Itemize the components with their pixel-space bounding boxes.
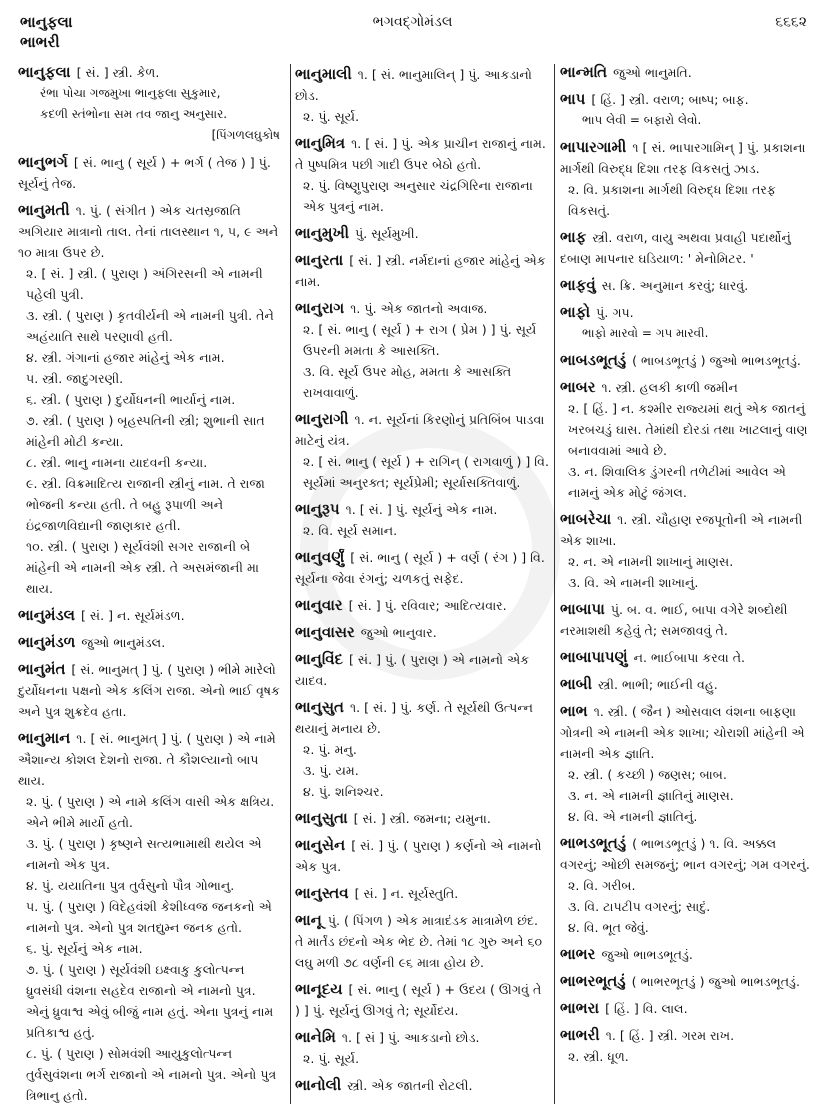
definition: જુઓ ભાનુમંડલ. <box>81 635 166 650</box>
entry-first-line <box>295 649 550 691</box>
dictionary-entry <box>560 701 812 827</box>
entry-first-line <box>295 595 550 616</box>
dictionary-entry <box>560 302 812 344</box>
sense-definition: ૨. પું. સૂર્ય. <box>303 109 360 124</box>
headword: ભાનુરતા <box>295 251 344 269</box>
dictionary-entry <box>295 979 550 1021</box>
entry-first-line <box>560 509 812 551</box>
dictionary-entry <box>18 632 280 653</box>
sense-definition: ૫. સ્ત્રી. જાદુગરણી. <box>26 371 124 386</box>
entry-first-line <box>295 883 550 904</box>
headword: ભાનુવાસર <box>295 623 355 641</box>
headword: ભાબડભૂતડું <box>560 351 627 369</box>
entry-first-line <box>560 302 812 323</box>
definition: ૧. [ સં. ભાનુમત્ ] પું. ( પુરાણ ) એ નામે ઐશાન્ય કોશલ દેશનો રાજા. તે કૌશલ્યાનો બાપ થાય. <box>18 731 276 788</box>
headword: ભાભડભૂતડું <box>560 834 627 852</box>
sense-definition: ૯. સ્ત્રી. વિક્રમાદિત્ય રાજાની સ્ત્રીનું નામ. તે રાજા ભોજની કન્યા હતી. તે બહુ રૂપાળી અને ઇંદ્રજાળવિદ્યાની જાણકાર હતી. <box>26 476 265 533</box>
headword: ભાપ <box>560 90 586 108</box>
definition: ન. ભાઈબાપા કરવા તે. <box>633 650 746 665</box>
column-3 <box>560 62 812 1073</box>
dictionary-entry <box>560 227 812 269</box>
headword: ભાનૂ <box>295 911 322 929</box>
dictionary-entry <box>560 674 812 695</box>
definition: [ સં. ભાનુ ( સૂર્ય ) + ભર્ગ ( તેજ ) ] પું. સૂર્યનું તેજ. <box>18 155 271 191</box>
entry-first-line <box>18 200 280 263</box>
dictionary-entry <box>560 377 812 503</box>
headword: ભાબરેચા <box>560 510 612 528</box>
dictionary-entry <box>295 622 550 643</box>
headword: ભાભર <box>560 945 596 963</box>
sense-definition: ૨. પું. મનુ. <box>303 742 357 757</box>
dictionary-entry <box>295 499 550 541</box>
definition: પું. ગપ. <box>596 305 634 320</box>
entry-first-line <box>295 250 550 292</box>
headword: ભાનેમિ <box>295 1028 336 1046</box>
entry-first-line <box>295 298 550 319</box>
dictionary-entry <box>295 595 550 616</box>
headword: ભાનુરૂપ <box>295 500 340 518</box>
sense-definition: ૮. સ્ત્રી. ભાનુ નામના યાદવની કન્યા. <box>26 455 208 470</box>
sense-definition: ૩. ન. એ નામની જ્ઞાતિનું માણસ. <box>568 788 734 803</box>
dictionary-entry <box>295 910 550 973</box>
sense-definition: ૨. [ હિં. ] ન. કશ્મીર રાજ્યમાં થતું એક જાતનું ખરબચડું ઘાસ. તેમાંથી દોરડાં તથા ખાટલાનું વાણ બનાવવામાં આવે છે. <box>568 401 808 458</box>
entry-first-line <box>560 647 812 668</box>
entry-first-line <box>18 62 280 83</box>
headword: ભાભરભૂતડું <box>560 972 626 990</box>
definition: સ. ક્રિ. અનુમાન કરવું; ધારવું. <box>601 278 749 293</box>
dictionary-entry <box>18 200 280 599</box>
sense-definition: ૩. વિ. એ નામની શાખાનું. <box>568 575 699 590</box>
entry-first-line <box>18 659 280 722</box>
definition: [ સં. ભાનુ ( સૂર્ય ) + વર્ણ ( રંગ ) ] વિ. સૂર્યના જેવા રંગનું; ચળકતું સફેદ. <box>295 550 545 586</box>
sense-definition: ૨. [ સં. ભાનુ ( સૂર્ય ) + રાગિન્ ( રાગવાળું ) ] વિ. સૂર્યમાં અનુરક્ત; સૂર્યપ્રેમી; સૂર્યાસક્તિવાળું. <box>303 454 549 490</box>
dictionary-entry <box>18 62 280 146</box>
definition: [ હિં. ] સ્ત્રી. વરાળ; બાષ્પ; બાફ. <box>591 92 749 107</box>
definition: પું. સૂર્યમુખી. <box>355 226 419 241</box>
definition: [ સં. ] સ્ત્રી. કેળ. <box>76 65 160 80</box>
entry-first-line <box>18 728 280 791</box>
entry-first-line <box>560 674 812 695</box>
dictionary-entry <box>295 133 550 217</box>
headword: ભાબાપા <box>560 600 605 618</box>
sense-definition: ૪. પું. શનિશ્ચર. <box>303 784 384 799</box>
quotation-line: ભાપ લેવી = બફારો લેવો. <box>582 113 702 127</box>
entry-first-line <box>295 979 550 1021</box>
headword: ભાનુમંડળ <box>18 633 76 651</box>
definition: ( ભાભડભૂતડું ) ૧. વિ. અક્કલ વગરનું; ઓછી સમજનું; ભાન વગરનું; ગમ વગરનું. <box>560 836 810 872</box>
entry-first-line <box>295 835 550 877</box>
dictionary-entry <box>560 833 812 938</box>
definition: [ હિં. ] વિ. લાલ. <box>605 1001 688 1016</box>
headword: ભાનુમંત <box>18 660 66 678</box>
entry-first-line <box>560 701 812 764</box>
dictionary-entry <box>295 649 550 691</box>
entry-first-line <box>295 547 550 589</box>
dictionary-entry <box>295 64 550 127</box>
dictionary-entry <box>295 1027 550 1069</box>
sense-definition: ૨. વિ. પ્રકાશના માર્ગથી વિરુદ્ધ દિશા તરફ વિકસતું. <box>568 182 776 218</box>
sense-definition: ૨. પું. ( પુરાણ ) એ નામે કલિંગ વાસી એક ક્ષત્રિય. એને ભીમે માર્યો હતો. <box>26 794 275 830</box>
dictionary-entry <box>295 1075 550 1096</box>
entry-first-line <box>18 605 280 626</box>
entry-first-line <box>560 833 812 875</box>
entry-first-line <box>295 1075 550 1096</box>
headword: ભાનુમંડલ <box>18 606 76 624</box>
dictionary-entry <box>295 547 550 589</box>
guide-word-first: ભાનુફલા <box>20 13 73 31</box>
dictionary-entry <box>295 808 550 829</box>
definition: સ્ત્રી. એક જાતની રોટલી. <box>347 1078 473 1093</box>
headword: ભાનુમાલી <box>295 65 352 83</box>
dictionary-entry <box>560 647 812 668</box>
definition: જુઓ ભાભડભૂતડું. <box>601 947 693 962</box>
dictionary-entry <box>295 883 550 904</box>
definition: ૧. પું. ( સંગીત ) એક ચતસ્રજાતિ અગિયાર માત્રાનો તાલ. તેનાં તાલસ્થાન ૧, ૫, ૯ અને ૧૦ માત્રા ઉપર છે. <box>18 203 279 260</box>
definition: ૧. પું. એક જાતનો અવાજ. <box>350 301 488 316</box>
entry-first-line <box>560 1025 812 1046</box>
entry-first-line <box>560 599 812 641</box>
running-title: ભગવદ્ગોમંડલ <box>372 14 453 30</box>
dictionary-entry <box>560 137 812 221</box>
guide-word-last: ભાભરી <box>20 33 60 51</box>
entry-first-line <box>295 499 550 520</box>
dictionary-entry <box>560 1025 812 1067</box>
sense-definition: ૩. પું. યમ. <box>303 763 359 778</box>
dictionary-entry <box>18 728 280 1106</box>
entry-first-line <box>560 944 812 965</box>
sense-definition: ૨. પું. સૂર્ય. <box>303 1051 360 1066</box>
dictionary-entry <box>560 944 812 965</box>
entry-first-line <box>560 377 812 398</box>
entry-first-line <box>560 137 812 179</box>
sense-definition: ૩. વિ. સૂર્ય ઉપર મોહ, મમતા કે આસક્તિ રાખવાવાળું. <box>303 364 512 400</box>
entry-first-line <box>295 697 550 739</box>
dictionary-entry <box>560 275 812 296</box>
headword: ભાબર <box>560 378 596 396</box>
headword: ભાન્મતિ <box>560 63 608 81</box>
definition: ( ભાભરભૂતડું ) જુઓ ભાભડભૂતડું. <box>631 974 800 989</box>
entry-first-line <box>295 223 550 244</box>
sense-definition: ૩. સ્ત્રી. ( પુરાણ ) કૃતવીર્યની એ નામની પુત્રી. તેને અહંયાતિ સાથે પરણાવી હતી. <box>26 308 274 344</box>
definition: ૧. [ સં. ] પું. કર્ણ. તે સૂર્યથી ઉત્પન્ન થયાનું મનાય છે. <box>295 700 534 736</box>
dictionary-entry <box>18 659 280 722</box>
sense-definition: ૨. [ સં. ભાનુ ( સૂર્ય ) + રાગ ( પ્રેમ ) ] પું. સૂર્ય ઉપરની મમતા કે આસક્તિ. <box>303 322 537 358</box>
dictionary-entry <box>560 89 812 131</box>
quotation-line: ભાફો મારવો = ગપ મારવી. <box>582 326 709 340</box>
definition: [ સં. ] સ્ત્રી. જમના; યમુના. <box>353 811 491 826</box>
sense-definition: ૭. પું. ( પુરાણ ) સૂર્યવંશી ઇક્ષ્વાકુ કુલોત્પન્ન ધ્રુવસંધી વંશના સહદેવ રાજાનો એ નામનો પુત્ર. એનું ધ્રુવાશ્વ એવું બીજું નામ હતું. એના પુત્રનું નામ પ્રતિકાશ્વ હતું. <box>26 962 274 1040</box>
dictionary-entry <box>295 250 550 292</box>
sense-definition: ૬. પું. સૂર્યનું એક નામ. <box>26 941 143 956</box>
headword: ભાનુસુત <box>295 698 344 716</box>
definition: ૧. ન. સૂર્યનાં કિરણોનું પ્રતિબિંબ પાડવા માટેનું યંત્ર. <box>295 412 545 448</box>
definition: ૧. [ સં. ] પું. એક પ્રાચીન રાજાનું નામ. તે પુષ્પમિત્ર પછી ગાદી ઉપર બેઠો હતો. <box>295 136 546 172</box>
sense-definition: ૭. સ્ત્રી. ( પુરાણ ) બૃહસ્પતિની સ્ત્રી; શુભાની સાત માંહેની મોટી કન્યા. <box>26 413 265 449</box>
definition: સ્ત્રી. ભાભી; ભાઈની વહુ. <box>598 677 718 692</box>
definition: જુઓ ભાનુમતિ. <box>613 65 692 80</box>
sense-definition: ૨. વિ. સૂર્ય સમાન. <box>303 523 398 538</box>
headword: ભાફ <box>560 228 587 246</box>
headword: ભાનોલી <box>295 1076 342 1094</box>
quotation-line: કદળી સ્તંભોના સમ તવ જાનુ અનુસાર. <box>40 107 228 121</box>
definition: ૧. સ્ત્રી. ( જૈન ) ઓસવાલ વંશના બાફણા ગોત્રની એ નામની એક શાખા; ચોરાશી માંહેની એ નામની એક જ્ઞાતિ. <box>560 704 805 761</box>
definition: [ સં. ભાનુમત્ ] પું. ( પુરાણ ) ભીમે મારેલો દુર્યોધનના પક્ષનો એક કલિંગ રાજા. એનો ભાઈ વૃષક અને પુત્ર શુક્રદેવ હતા. <box>18 662 280 719</box>
page-number: ૬૬૬૨ <box>775 14 807 30</box>
sense-definition: ૨. ન. એ નામની શાખાનું માણસ. <box>568 554 734 569</box>
dictionary-entry <box>560 998 812 1019</box>
headword: ભાફો <box>560 303 591 321</box>
headword: ભાભ <box>560 702 588 720</box>
quotation-line: રંભા પોચા ગજમુખા ભાનુફલા સુકુમાર, <box>40 86 221 100</box>
dictionary-entry <box>295 223 550 244</box>
sense-definition: ૨. વિ. ગરીબ. <box>568 878 636 893</box>
headword: ભાનુમિત્ર <box>295 134 346 152</box>
headword: ભાનુમતી <box>18 201 70 219</box>
entry-first-line <box>560 998 812 1019</box>
dictionary-entry <box>560 350 812 371</box>
entry-first-line <box>560 971 812 992</box>
definition: [ સં. ] ન. સૂર્યમંડળ. <box>81 608 185 623</box>
sense-definition: ૨. પું. વિષ્ણુપુરાણ અનુસાર ચંદ્રગિરિના રાજાના એક પુત્રનું નામ. <box>303 178 533 214</box>
definition: પું. ( પિંગળ ) એક માત્રાદંડક માત્રામેળ છંદ. તે માર્તંડ છંદનો એક ભેદ છે. તેમાં ૧૮ ગુરુ અને ૬૦ લઘુ મળી ૭૮ વર્ણની ૯૬ માત્રા હોય છે. <box>295 913 543 970</box>
entry-first-line <box>295 808 550 829</box>
sense-definition: ૮. પું. ( પુરાણ ) સોમવંશી આયુકુલોત્પન્ન તુર્વસુવંશના ભર્ગ રાજાનો એ નામનો પુત્ર. એનો પુત્ર ત્રિભાનુ હતો. <box>26 1046 277 1103</box>
definition: પું. બ. વ. ભાઈ, બાપા વગેરે શબ્દોથી નરમાશથી કહેવું તે; સમજાવવું તે. <box>560 602 788 638</box>
sense-definition: ૨. સ્ત્રી. ( કચ્છી ) જણસ; બાબ. <box>568 767 727 782</box>
column-1 <box>18 62 280 1112</box>
dictionary-entry <box>560 599 812 641</box>
sense-definition: ૪. વિ. એ નામની જ્ઞાતિનું. <box>568 809 698 824</box>
entry-first-line <box>560 350 812 371</box>
definition: ૧. [ સં ] પું. આકડાનો છોડ. <box>341 1030 480 1045</box>
entry-first-line <box>295 133 550 175</box>
definition: ૧. [ સં. ભાનુમાલિન્ ] પું. આકડાનો છોડ. <box>295 67 532 103</box>
definition: ૧. [ સં. ] પું. સૂર્યનું એક નામ. <box>345 502 498 517</box>
entry-first-line <box>560 62 812 83</box>
dictionary-entry <box>18 605 280 626</box>
entry-first-line <box>18 152 280 194</box>
sense-definition: ૫. પું. ( પુરાણ ) વિદેહવંશી કેશીધ્વજ જનકનો એ નામનો પુત્ર. એનો પુત્ર શતદ્યુમ્ન જનક હતો. <box>26 899 272 935</box>
sense-definition: ૧૦. સ્ત્રી. ( પુરાણ ) સૂર્યવંશી સગર રાજાની બે માંહેની એ નામની એક સ્ત્રી. તે અસમંજાની મા થાય. <box>26 539 260 596</box>
entry-first-line <box>560 227 812 269</box>
sense-definition: ૩. પું. ( પુરાણ ) કૃષ્ણને સત્યભામાથી થયેલ એ નામનો એક પુત્ર. <box>26 836 262 872</box>
dictionary-entry <box>560 509 812 593</box>
entry-first-line <box>295 409 550 451</box>
definition: [ સં. ભાનુ ( સૂર્ય ) + ઉદય ( ઊગવું તે ) ] પું. સૂર્યનું ઊગવું તે; સૂર્યોદય. <box>295 982 542 1018</box>
sense-definition: ૪. પું. યયાતિના પુત્ર તુર્વસુનો પૌત્ર ગોભાનુ. <box>26 878 235 893</box>
column-2 <box>290 64 555 1104</box>
headword: ભાબી <box>560 675 593 693</box>
definition: ૧. સ્ત્રી. ચૌહાણ રજપૂતોની એ નામની એક શાખા. <box>560 512 803 548</box>
headword: ભાનુભર્ગ <box>18 153 68 171</box>
definition: [ સં. ] પું. રવિવાર; આદિત્યવાર. <box>348 598 507 613</box>
definition: ૧. [ હિં. ] સ્ત્રી. ગરમ રાખ. <box>605 1028 735 1043</box>
headword: ભાનુવિંદ <box>295 650 343 668</box>
sense-definition: ૩. વિ. ટાપટીપ વગરનું; સાદું. <box>568 899 711 914</box>
definition: [ સં. ] ન. સૂર્યસ્તુતિ. <box>354 886 459 901</box>
definition: [ સં. ] પું. ( પુરાણ ) એ નામનો એક યાદવ. <box>295 652 530 688</box>
headword: ભાનુફલા <box>18 63 71 81</box>
headword: ભાપારગામી <box>560 138 627 156</box>
dictionary-entry <box>295 697 550 802</box>
entry-first-line <box>295 64 550 106</box>
definition: [ સં. ] પું. ( પુરાણ ) કર્ણનો એ નામનો એક પુત્ર. <box>295 838 542 874</box>
definition: ( ભાબડભૂતડું ) જુઓ ભાભડભૂતડું. <box>632 353 801 368</box>
headword: ભાભરા <box>560 999 600 1017</box>
headword: ભાનૂદય <box>295 980 343 998</box>
headword: ભાભરી <box>560 1026 600 1044</box>
entry-first-line <box>295 622 550 643</box>
entry-first-line <box>18 632 280 653</box>
dictionary-entry <box>560 971 812 992</box>
dictionary-entry <box>295 409 550 493</box>
entry-first-line <box>295 1027 550 1048</box>
dictionary-entry <box>295 298 550 403</box>
sense-definition: ૪. સ્ત્રી. ગંગાનાં હજાર માંહેનું એક નામ. <box>26 350 225 365</box>
definition: સ્ત્રી. વરાળ, વાયુ અથવા પ્રવાહી પદાર્થોનું દબાણ માપનાર ઘડિયાળ: ' મેનોમિટર. ' <box>560 230 791 266</box>
dictionary-entry <box>560 62 812 83</box>
quotation-source: [પિંગળલઘુકોષ <box>211 128 280 142</box>
headword: ભાનુમુખી <box>295 224 350 242</box>
definition: [ સં. ] સ્ત્રી. નર્મદાનાં હજાર માંહેનું એક નામ. <box>295 253 546 289</box>
entry-first-line <box>560 275 812 296</box>
headword: ભાનુસેન <box>295 836 346 854</box>
dictionary-entry <box>18 152 280 194</box>
definition: ૧ [ સં. ભાપારગામિન્ ] પું. પ્રકાશના માર્ગથી વિરુદ્ધ દિશા તરફ વિકસતું ઝાડ. <box>560 140 806 176</box>
sense-definition: ૩. ન. શિવાલિક ડુંગરની તળેટીમાં આવેલ એ નામનું એક મોટું જંગલ. <box>568 464 786 500</box>
definition: જુઓ ભાનુવાર. <box>360 625 437 640</box>
entry-first-line <box>295 910 550 973</box>
sense-definition: ૪. વિ. ભૂત જેવું. <box>568 920 649 935</box>
sense-definition: ૨. [ સં. ] સ્ત્રી. ( પુરાણ ) અંગિરસની એ નામની પહેલી પુત્રી. <box>26 266 263 302</box>
headword: ભાનુરાગ <box>295 299 345 317</box>
definition: ૧. સ્ત્રી. હલકી કાળી જમીન <box>601 380 738 395</box>
dictionary-entry <box>295 835 550 877</box>
sense-definition: ૨. સ્ત્રી. ધૂળ. <box>568 1049 629 1064</box>
headword: ભાનુસ્તવ <box>295 884 349 902</box>
entry-first-line <box>560 89 812 110</box>
headword: ભાનુવર્ણું <box>295 548 345 566</box>
sense-definition: ૬. સ્ત્રી. ( પુરાણ ) દુર્યોધનની ભાર્યાનું નામ. <box>26 392 236 407</box>
headword: ભાનુમાન <box>18 729 71 747</box>
headword: ભાબાપાપણું <box>560 648 628 666</box>
headword: ભાનુરાગી <box>295 410 349 428</box>
headword: ભાનુવાર <box>295 596 343 614</box>
headword: ભાનુસુતા <box>295 809 348 827</box>
headword: ભાફવું <box>560 276 596 294</box>
